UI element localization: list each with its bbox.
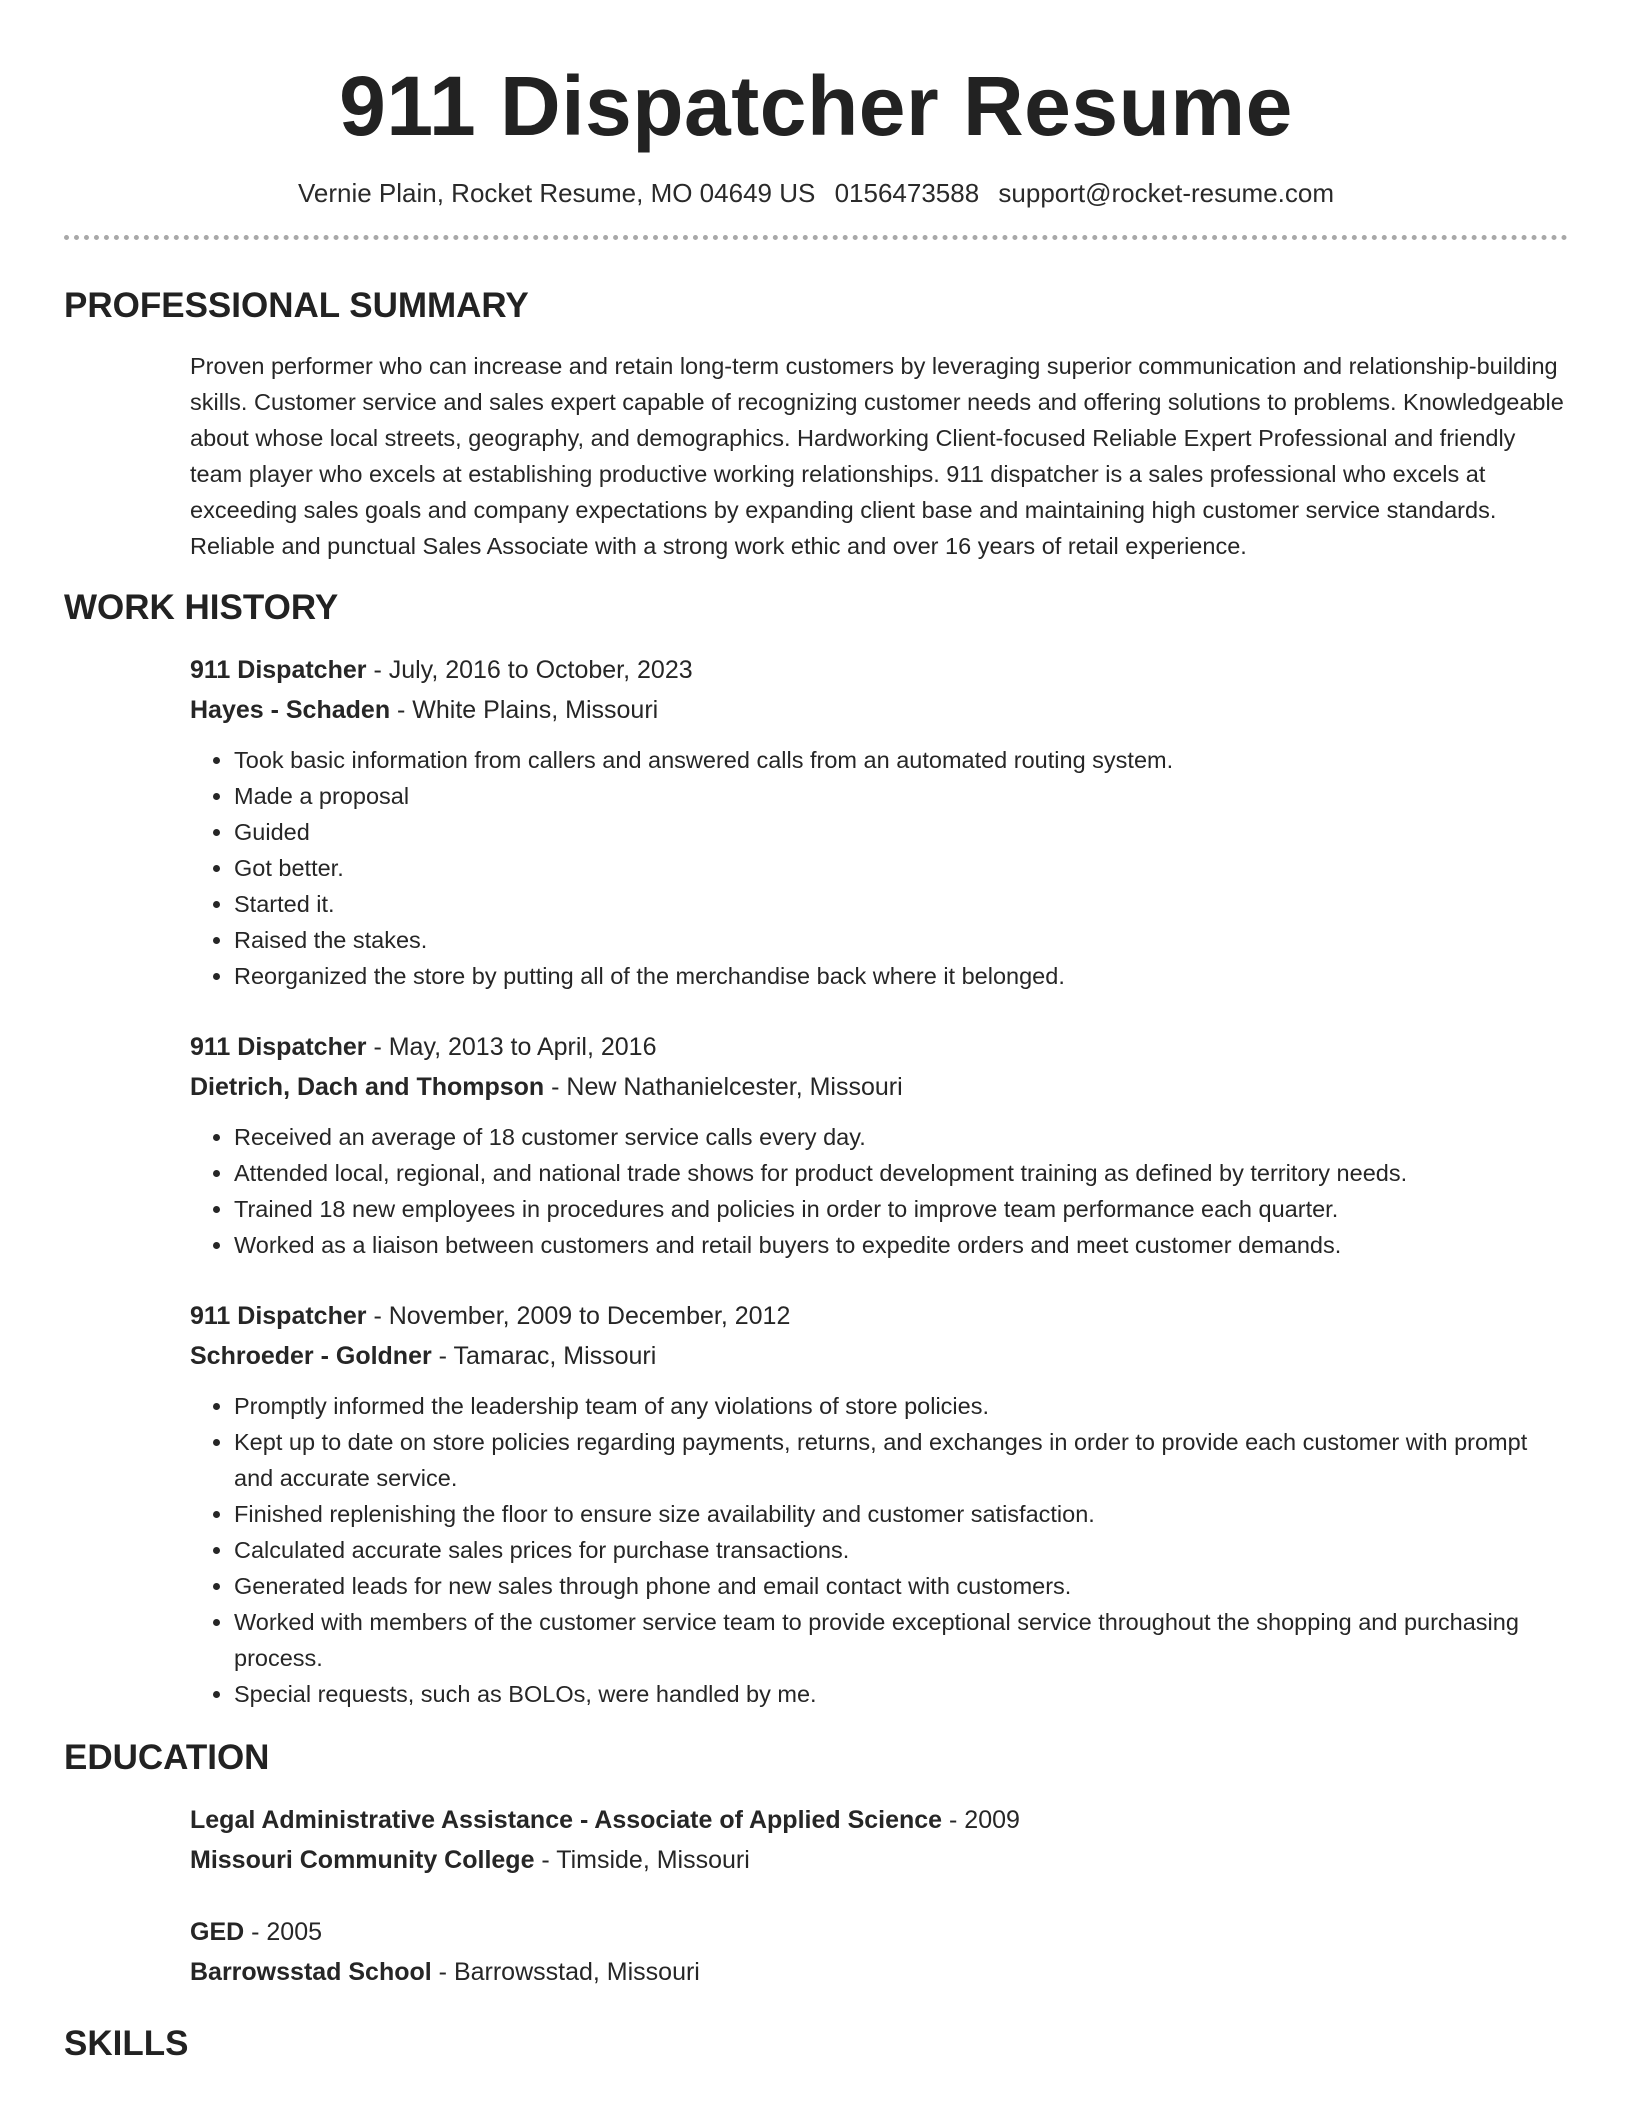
education-school: Missouri Community College xyxy=(190,1846,535,1874)
job-company: Dietrich, Dach and Thompson xyxy=(190,1073,545,1101)
job-title: 911 Dispatcher xyxy=(190,1033,367,1061)
job-entry xyxy=(190,1296,1568,1712)
job-entry xyxy=(190,650,1568,994)
job-bullet: • Took basic information from callers and answered calls from an automated routing system. xyxy=(234,742,1568,778)
job-title-line xyxy=(190,1027,1568,1067)
job-location: - New Nathanielcester, Missouri xyxy=(544,1073,903,1101)
job-bullet: • Special requests, such as BOLOs, were handled by me. xyxy=(234,1676,1568,1712)
job-dates: - July, 2016 to October, 2023 xyxy=(366,656,693,684)
job-company-line xyxy=(190,1336,1568,1376)
job-location: - White Plains, Missouri xyxy=(390,696,659,724)
resume-page xyxy=(64,0,1568,2066)
education-entry xyxy=(190,1912,1568,1992)
job-bullet: • Got better. xyxy=(234,850,1568,886)
job-bullets xyxy=(190,1388,1568,1712)
contact-phone: 0156473588 xyxy=(834,178,980,208)
job-bullet: • Generated leads for new sales through phone and email contact with customers. xyxy=(234,1568,1568,1604)
contact-email: support@rocket-resume.com xyxy=(998,178,1335,208)
job-bullet: • Started it. xyxy=(234,886,1568,922)
job-company-line xyxy=(190,690,1568,730)
education-school-line xyxy=(190,1952,1568,1992)
job-bullet: • Worked as a liaison between customers and retail buyers to expedite orders and meet customer demands. xyxy=(234,1227,1568,1263)
job-title-line xyxy=(190,650,1568,690)
job-bullet: • Finished replenishing the floor to ensure size availability and customer satisfaction. xyxy=(234,1496,1568,1532)
job-company-line xyxy=(190,1067,1568,1107)
education-location: - Timside, Missouri xyxy=(534,1846,750,1874)
job-dates: - November, 2009 to December, 2012 xyxy=(366,1302,791,1330)
job-bullet: • Raised the stakes. xyxy=(234,922,1568,958)
education-entry xyxy=(190,1800,1568,1880)
summary-text: Proven performer who can increase and retain long-term customers by leveraging superior communication and relationship-building skills. Customer service and sales expert capable of recognizing customer needs and offering solutions to problems. Knowledgeable about whose local streets, geography, and demographics. Hardworking Client-focused Reliable Expert Professional and friendly team player who excels at establishing productive working relationships. 911 dispatcher is a sales professional who excels at exceeding sales goals and company expectations by expanding client base and maintaining high customer service standards. Reliable and punctual Sales Associate with a strong work ethic and over 16 years of retail experience. xyxy=(190,353,1564,559)
education-degree: Legal Administrative Assistance - Associate of Applied Science xyxy=(190,1806,943,1834)
education-year: - 2005 xyxy=(244,1918,323,1946)
education-location: - Barrowsstad, Missouri xyxy=(431,1958,700,1986)
job-bullet: • Attended local, regional, and national trade shows for product development training as defined by territory needs. xyxy=(234,1155,1568,1191)
job-bullet: • Made a proposal xyxy=(234,778,1568,814)
education-year: - 2009 xyxy=(942,1806,1020,1834)
job-bullet: • Kept up to date on store policies regarding payments, returns, and exchanges in order to provide each customer with prompt and accurate service. xyxy=(234,1424,1568,1496)
contact-address: Vernie Plain, Rocket Resume, MO 04649 US xyxy=(297,178,816,208)
resume-title: 911 Dispatcher Resume xyxy=(339,59,1293,153)
job-entry xyxy=(190,1027,1568,1263)
education-degree: GED xyxy=(190,1918,245,1946)
summary-heading: PROFESSIONAL SUMMARY xyxy=(64,286,529,325)
job-title-line xyxy=(190,1296,1568,1336)
header-divider xyxy=(64,235,1568,240)
job-dates: - May, 2013 to April, 2016 xyxy=(366,1033,657,1061)
job-bullets xyxy=(190,742,1568,994)
education-heading: EDUCATION xyxy=(64,1738,270,1777)
job-title: 911 Dispatcher xyxy=(190,656,367,684)
job-bullet: • Worked with members of the customer service team to provide exceptional service throughout the shopping and purchasing process. xyxy=(234,1604,1568,1676)
job-bullet: • Received an average of 18 customer service calls every day. xyxy=(234,1119,1568,1155)
job-bullet: • Promptly informed the leadership team of any violations of store policies. xyxy=(234,1388,1568,1424)
education-school: Barrowsstad School xyxy=(190,1958,432,1986)
education-school-line xyxy=(190,1840,1568,1880)
work-history-heading: WORK HISTORY xyxy=(64,588,339,627)
education-degree-line xyxy=(190,1912,1568,1952)
job-bullet: • Guided xyxy=(234,814,1568,850)
job-company: Schroeder - Goldner xyxy=(190,1342,432,1370)
job-location: - Tamarac, Missouri xyxy=(431,1342,657,1370)
skills-heading: SKILLS xyxy=(64,2024,189,2063)
contact-line xyxy=(64,176,1568,210)
education-degree-line xyxy=(190,1800,1568,1840)
job-bullets xyxy=(190,1119,1568,1263)
job-company: Hayes - Schaden xyxy=(190,696,391,724)
job-title: 911 Dispatcher xyxy=(190,1302,367,1330)
job-bullet: • Calculated accurate sales prices for purchase transactions. xyxy=(234,1532,1568,1568)
job-bullet: • Reorganized the store by putting all of the merchandise back where it belonged. xyxy=(234,958,1568,994)
job-bullet: • Trained 18 new employees in procedures and policies in order to improve team performance each quarter. xyxy=(234,1191,1568,1227)
